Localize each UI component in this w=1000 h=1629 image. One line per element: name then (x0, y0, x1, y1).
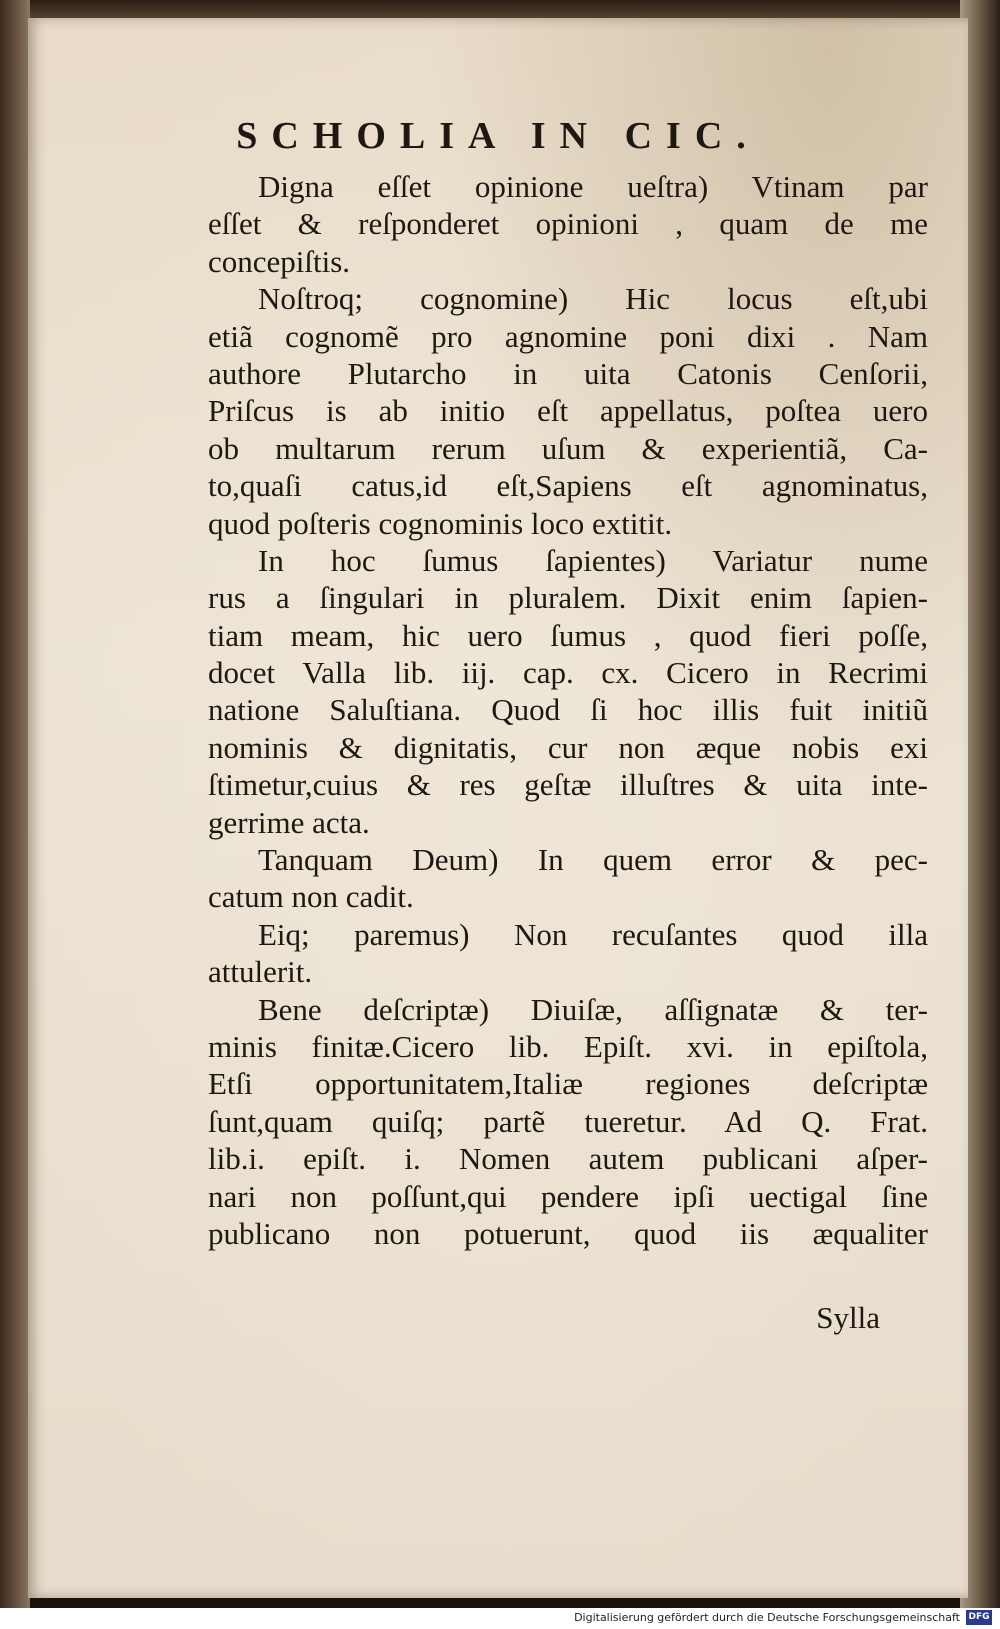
text-line: nari non poſſunt,qui pendere ipſi uectigal ſine (208, 1178, 928, 1214)
book-edge-left (0, 0, 30, 1629)
text-line: tiam meam, hic uero ſumus , quod fieri poſſe, (208, 617, 928, 653)
text-line: Noſtroq; cognomine) Hic locus eſt,ubi (258, 281, 928, 317)
text-line: ſunt,quam quiſq; partẽ tueretur. Ad Q. Frat. (208, 1103, 928, 1139)
text-line: Tanquam Deum) In quem error & pec- (258, 842, 928, 878)
text-line: quod poſteris cognominis loco extitit. (208, 505, 673, 541)
text-line: lib.i. epiſt. i. Nomen autem publicani aſper- (208, 1141, 928, 1177)
text-line: gerrime acta. (208, 804, 370, 840)
running-head: SCHOLIA IN CIC. (236, 115, 760, 157)
text-line: Eiq; paremus) Non recuſantes quod illa (258, 916, 928, 952)
text-line: attulerit. (208, 954, 313, 990)
text-line: ob multarum rerum uſum & experientiã, Ca- (208, 430, 928, 466)
text-line: etiã cognomẽ pro agnomine poni dixi . Nam (208, 318, 928, 354)
text-line: Bene deſcriptæ) Diuiſæ, aſſignatæ & ter- (258, 991, 928, 1027)
text-line: to,quaſi catus,id eſt,Sapiens eſt agnominatus, (208, 468, 928, 504)
catchword: Sylla (816, 1300, 880, 1335)
text-line: ſtimetur,cuius & res geſtæ illuſtres & uita inte- (208, 767, 928, 803)
text-line: natione Saluſtiana. Quod ſi hoc illis fuit initiũ (208, 692, 928, 728)
book-page (28, 18, 968, 1598)
text-line: nominis & dignitatis, cur non æque nobis exi (208, 729, 928, 765)
text-line: concepiſtis. (208, 243, 351, 279)
text-line: Priſcus is ab initio eſt appellatus, poſtea uero (208, 393, 928, 429)
text-line: eſſet & reſponderet opinioni , quam de me (208, 206, 928, 242)
text-line: minis finitæ.Cicero lib. Epiſt. xvi. in epiſtola, (208, 1028, 928, 1064)
text-line: catum non cadit. (208, 879, 414, 915)
footer-credit: Digitalisierung gefördert durch die Deutsche Forschungsgemeinschaft (574, 1611, 960, 1624)
text-line: In hoc ſumus ſapientes) Variatur nume (258, 542, 928, 578)
text-line: Digna eſſet opinione ueſtra) Vtinam par (258, 169, 928, 204)
text-line: Etſi opportunitatem,Italiæ regiones deſcriptæ (208, 1066, 928, 1102)
dfg-logo: DFG (966, 1610, 992, 1625)
text-line: publicano non potuerunt, quod iis æqualiter (208, 1215, 928, 1251)
text-line: authore Plutarcho in uita Catonis Cenſorii, (208, 355, 928, 391)
digitization-footer (0, 1608, 1000, 1629)
body-text (208, 168, 928, 1252)
text-line: docet Valla lib. iij. cap. cx. Cicero in Recrimi (208, 655, 928, 691)
text-line: rus a ſingulari in pluralem. Dixit enim ſapien- (208, 580, 928, 616)
